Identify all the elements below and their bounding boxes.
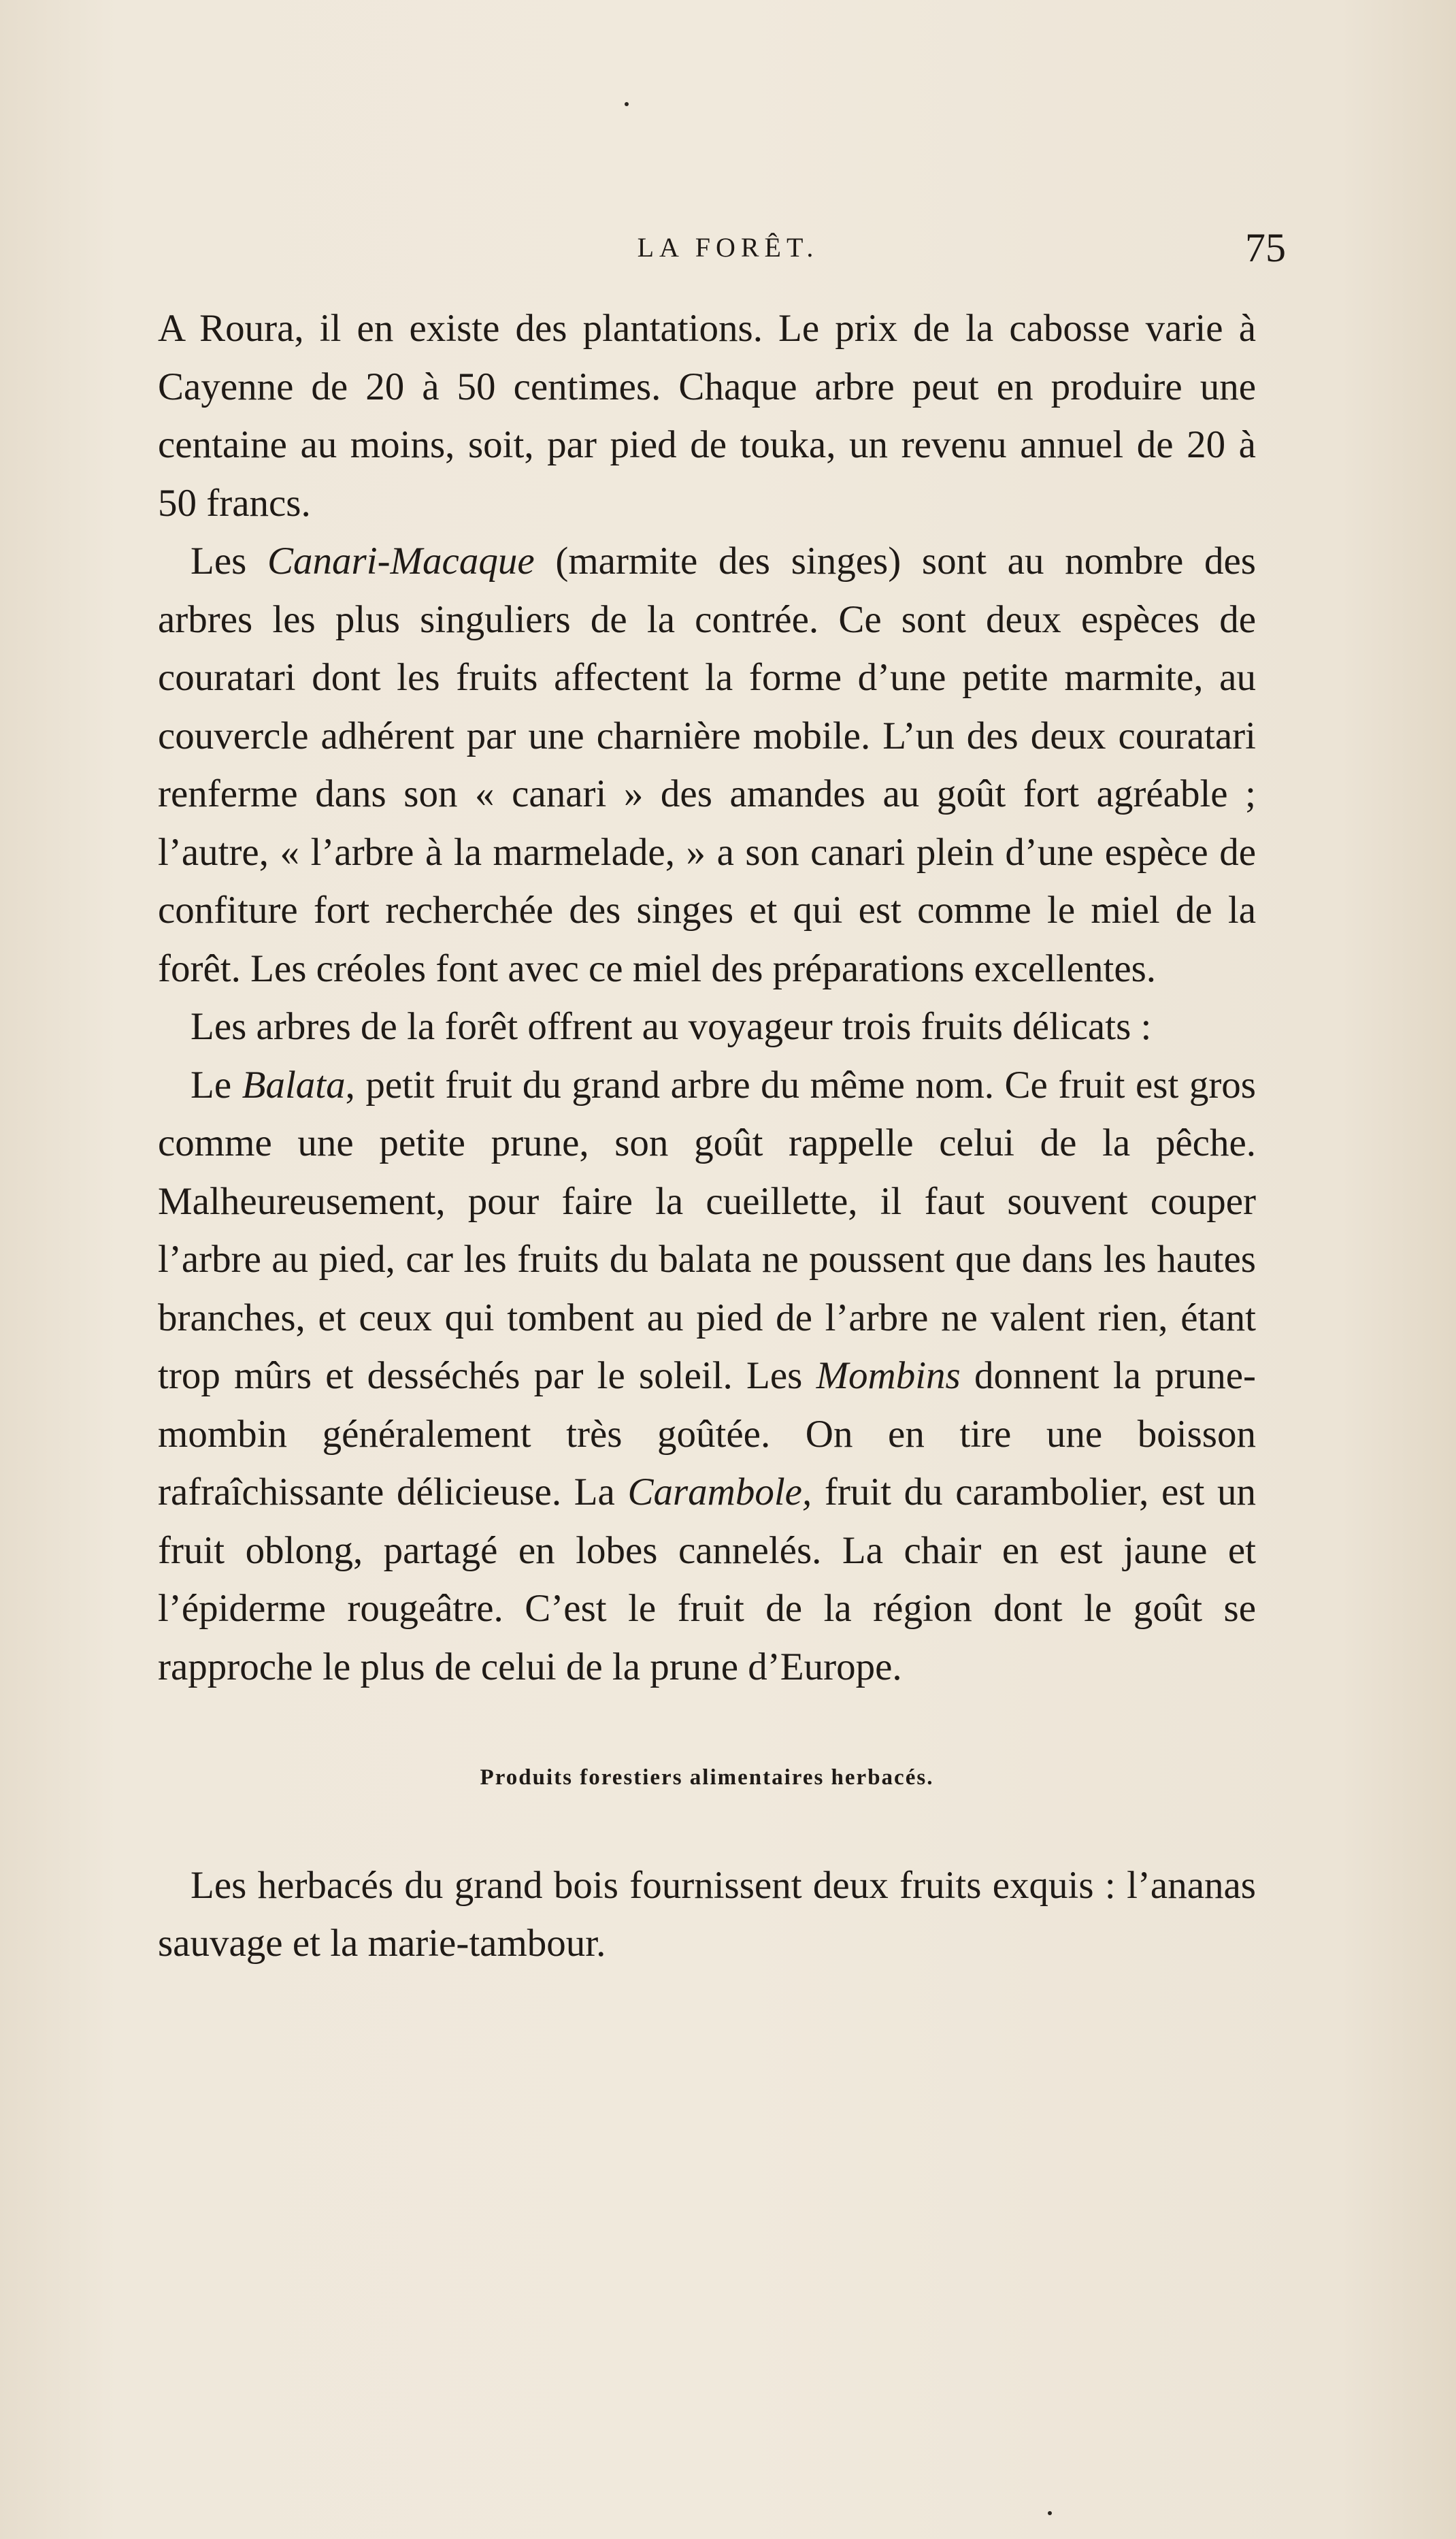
page-number: 75 [1245,225,1286,270]
text-run: fruit du carambolier, est un fruit oblong, partagé en lobes cannelés. La chair en est jaune et l’épiderme rougeâtre. C’est le fruit de la région dont le goût se rapproche le plus de celui de la prune d’Europe. [158,1471,1256,1688]
paragraph-herbaces [158,1856,1256,1973]
text-run: Les herbacés du grand bois fournissent deux fruits exquis : l’ananas sauvage et la marie-tambour. [158,1863,1256,1965]
page-header [0,225,1456,279]
text-run: Les [191,540,268,583]
ink-speck [625,102,629,106]
text-run: , petit fruit du grand arbre du même nom. Ce fruit est gros comme une petite prune, son goût rappelle celui de la pêche. Malheureusement, pour faire la cueillette, il faut souvent couper l’arbre au pied, car les fruits du balata ne poussent que dans les hautes branches, et ceux qui tombent au pied de l’arbre ne valent rien, étant trop mûrs et desséchés par le soleil. Les [158,1063,1256,1397]
species-name-carambole: Carambole, [627,1471,812,1513]
running-head: LA FORÊT. [637,232,819,263]
text-run: Les arbres de la forêt offrent au voyageur trois fruits délicats : [191,1005,1152,1048]
text-run: donnent la prune-mombin généralement très goûtée. On en tire une boisson rafraîchissante délicieuse. La [158,1354,1256,1513]
species-name-canari-macaque: Canari-Macaque [267,540,535,583]
text-run: Le [191,1063,242,1107]
species-name-balata: Balata [242,1063,346,1107]
paragraph-trois-fruits [158,998,1256,1056]
text-run: (marmite des singes) sont au nombre des arbres les plus singuliers de la contrée. Ce sont deux espèces de couratari dont les fruits affectent la forme d’une petite marmite, au couvercle adhérent par une charnière mobile. L’un des deux couratari renferme dans son « canari » des amandes au goût fort agréable ; l’autre, « l’arbre à la marmelade, » a son canari plein d’une espèce de confiture fort recherchée des singes et qui est comme le miel de la forêt. Les créoles font avec ce miel des préparations excellentes. [158,540,1256,990]
section-subheading: Produits forestiers alimentaires herbacés. [480,1765,934,1790]
species-name-mombins: Mombins [816,1354,961,1397]
paragraph-canari-macaque [158,532,1256,998]
paragraph-balata [158,1056,1256,1697]
ink-speck [1048,2511,1052,2515]
body-text [158,299,1256,1973]
paragraph-roura [158,299,1256,532]
text-run: A Roura, il en existe des plantations. Le prix de la cabosse varie à Cayenne de 20 à 50 centimes. Chaque arbre peut en produire une centaine au moins, soit, par pied de touka, un revenu annuel de 20 à 50 francs. [158,307,1256,525]
